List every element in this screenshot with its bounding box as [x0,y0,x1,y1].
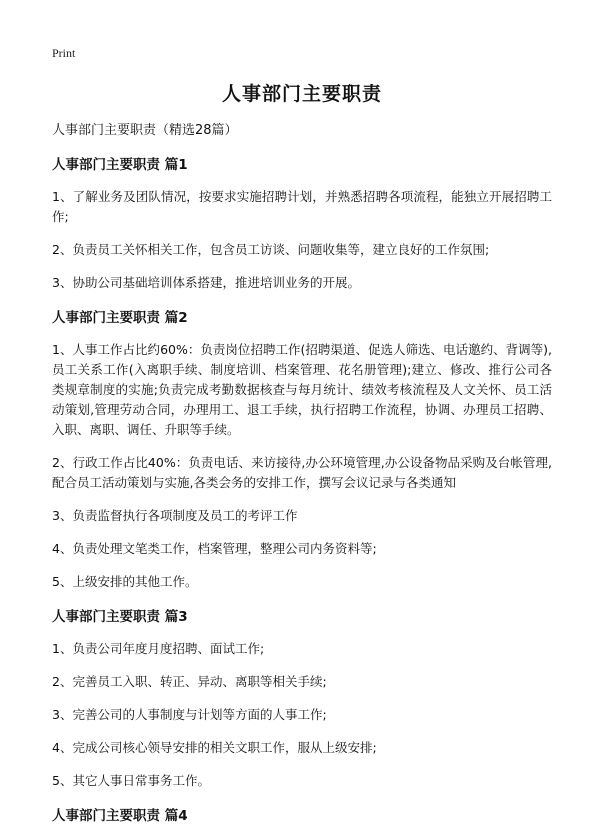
list-item: 4、负责处理文笔类工作，档案管理，整理公司内务资料等; [52,541,377,556]
document-body [52,76,552,826]
section-heading: 人事部门主要职责 篇2 [52,310,188,326]
section-3 [52,607,552,791]
list-item: 4、完成公司核心领导安排的相关文职工作，服从上级安排; [52,740,377,755]
print-link[interactable]: Print [52,46,76,60]
list-item: 1、负责公司年度月度招聘、面试工作; [52,641,265,656]
section-heading: 人事部门主要职责 篇4 [52,808,188,824]
list-item: 3、协助公司基础培训体系搭建，推进培训业务的开展。 [52,275,360,290]
list-item: 2、完善员工入职、转正、异动、离职等相关手续; [52,674,327,689]
list-item: 2、行政工作占比40%：负责电话、来访接待,办公环境管理,办公设备物品采购及台帐管理,配合员工活动策划与实施,各类会务的安排工作，撰写会议记录与各类通知 [52,455,552,490]
list-item: 1、人事工作占比约60%：负责岗位招聘工作(招聘渠道、促选人筛选、电话邀约、背调等),员工关系工作(入离职手续、制度培训、档案管理、花名册管理);建立、修改、推行公司各类规章制度的实施;负责完成考勤数据核查与每月统计、绩效考核流程及人文关怀、员工活动策划,管理劳动合同，办理用工、退工手续，执行招聘工作流程，协调、办理员工招聘、入职、离职、调任、升职等手续。 [52,342,552,437]
list-item: 5、其它人事日常事务工作。 [52,773,210,788]
list-item: 3、完善公司的人事制度与计划等方面的人事工作; [52,707,327,722]
page-title: 人事部门主要职责 [221,83,382,105]
section-1 [52,155,552,293]
section-2 [52,308,552,592]
list-item: 1、了解业务及团队情况，按要求实施招聘计划，并熟悉招聘各项流程，能独立开展招聘工作; [52,189,552,224]
section-heading: 人事部门主要职责 篇1 [52,157,188,173]
list-item: 2、负责员工关怀相关工作，包含员工访谈、问题收集等，建立良好的工作氛围; [52,242,490,257]
list-item: 3、负责监督执行各项制度及员工的考评工作 [52,508,298,523]
section-4 [52,806,552,826]
section-heading: 人事部门主要职责 篇3 [52,609,188,625]
document-subtitle: 人事部门主要职责（精选28篇） [52,123,238,138]
list-item: 5、上级安排的其他工作。 [52,574,198,589]
